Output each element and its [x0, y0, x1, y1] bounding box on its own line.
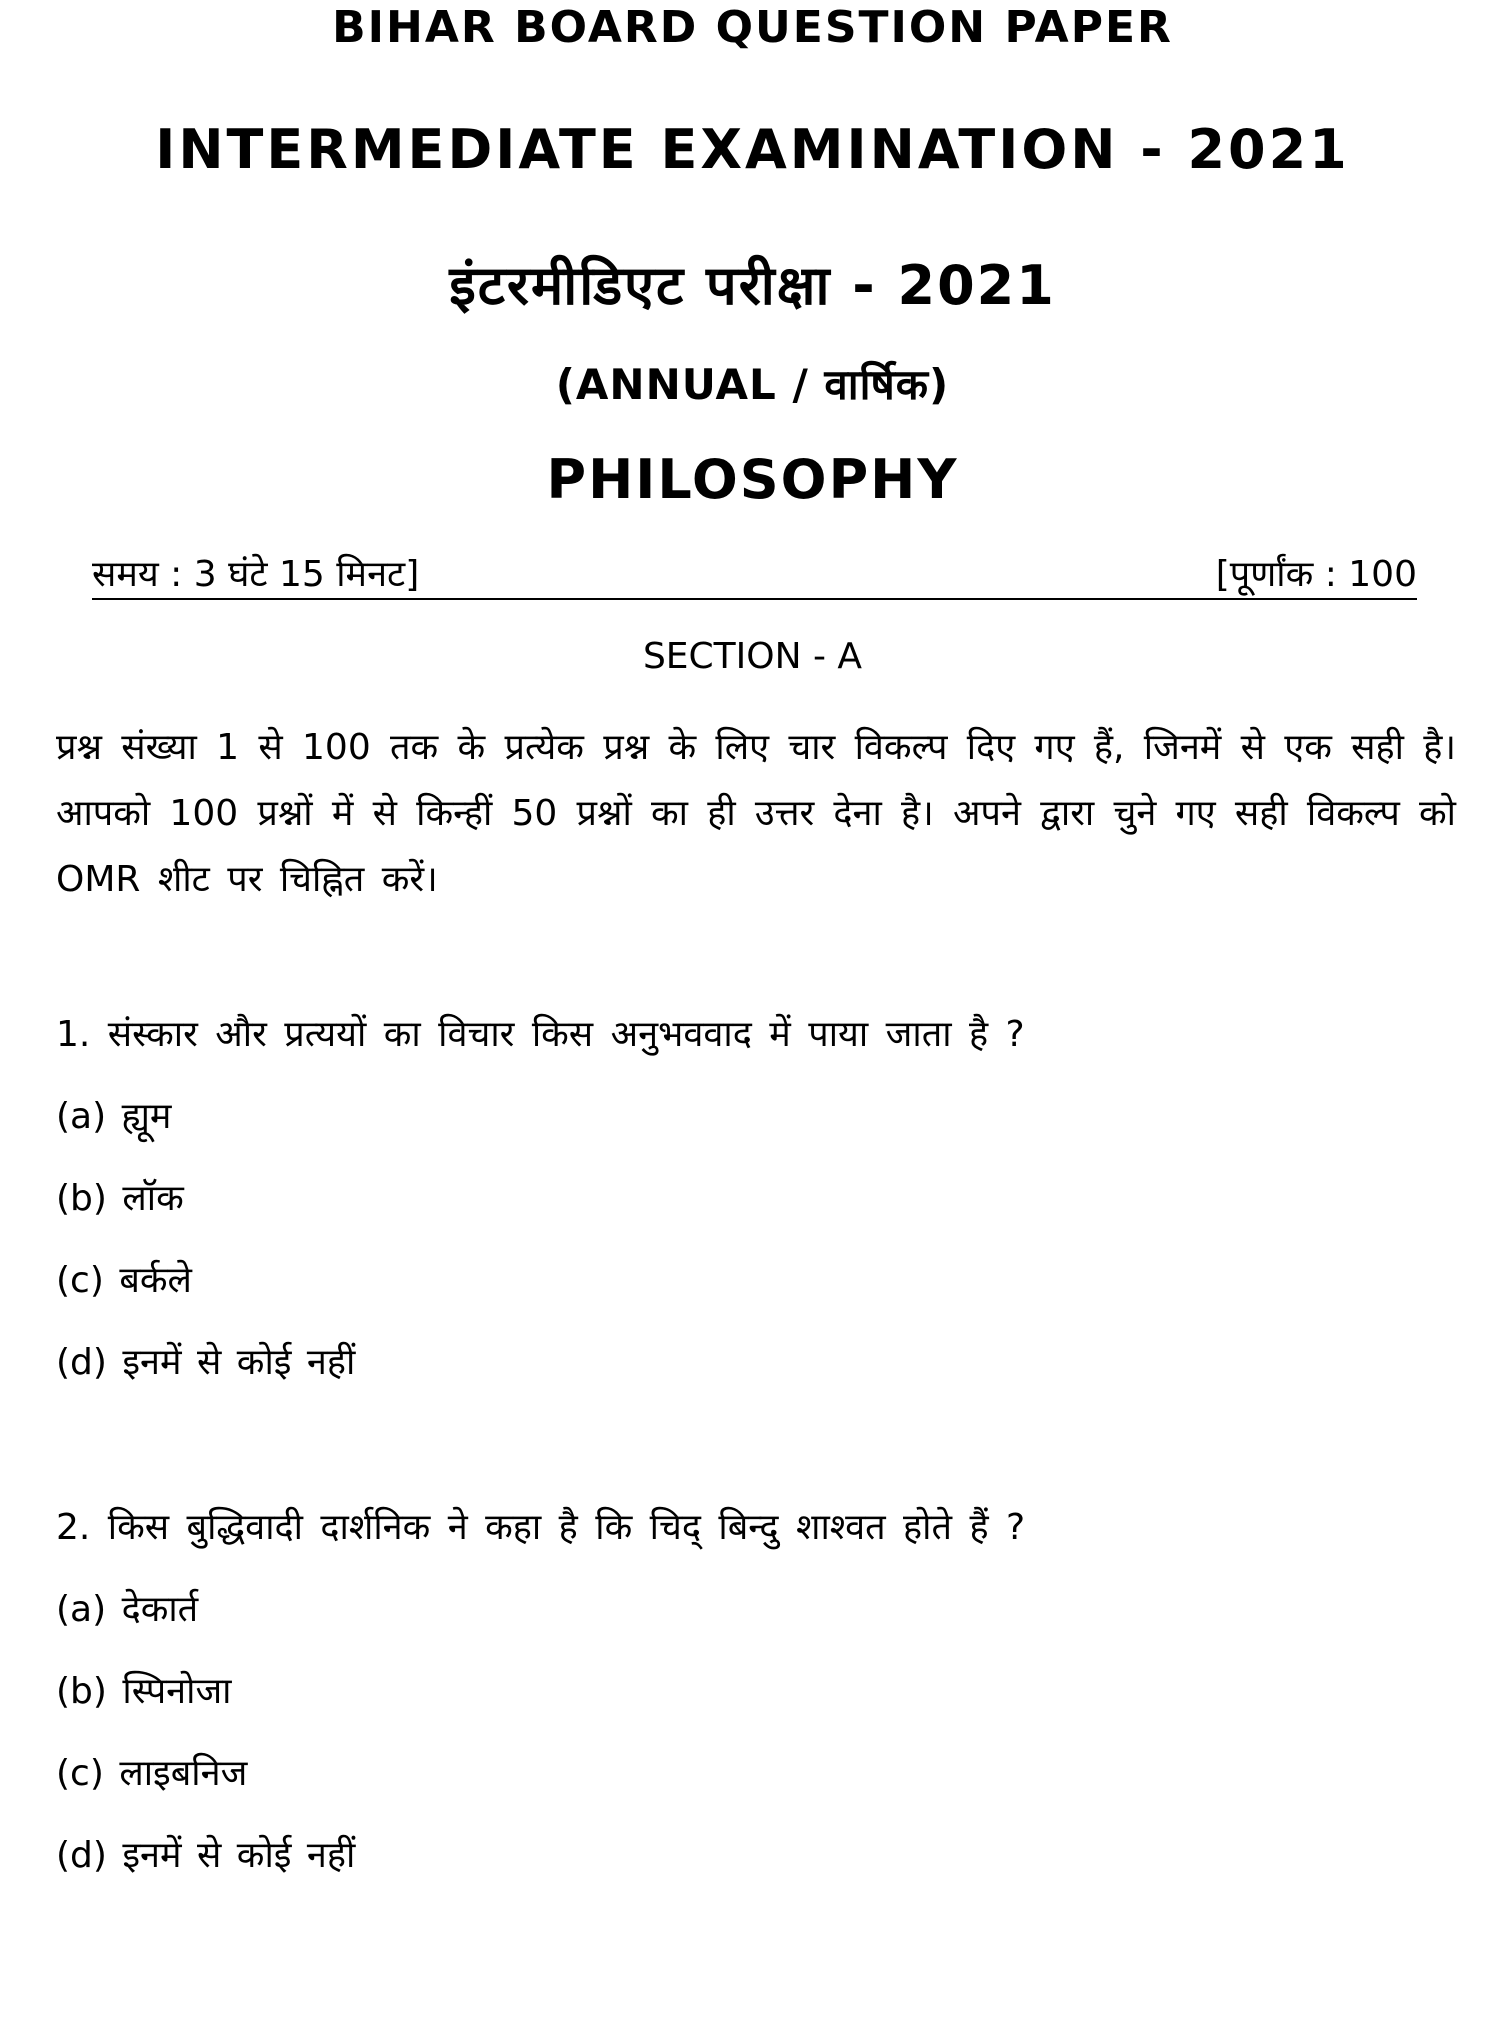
option-b: (b) लॉक — [56, 1178, 184, 1219]
section-heading: SECTION - A — [642, 636, 863, 677]
instructions: प्रश्न संख्या 1 से 100 तक के प्रत्येक प्रश्न के लिए चार विकल्प दिए गए हैं, जिनमें से एक सही है। आपको 100 प्रश्नों में से किन्हीं 50 प्रश्नों का ही उत्तर देना है। अपने द्वारा चुने गए सही विकल्प को OMR शीट पर चिह्नित करें। — [56, 727, 1456, 900]
full-marks: [पूर्णांक : 100 — [1215, 554, 1417, 595]
question-1 — [56, 1010, 1025, 1388]
board-title: BIHAR BOARD QUESTION PAPER — [332, 2, 1173, 53]
subject-title: PHILOSOPHY — [546, 448, 959, 511]
question-text: 1. संस्कार और प्रत्ययों का विचार किस अनुभववाद में पाया जाता है ? — [56, 1014, 1025, 1055]
question-text: 2. किस बुद्धिवादी दार्शनिक ने कहा है कि चिद् बिन्दु शाश्वत होते हैं ? — [56, 1507, 1026, 1548]
option-d: (d) इनमें से कोई नहीं — [56, 1342, 356, 1383]
option-a: (a) ह्यूम — [56, 1096, 172, 1137]
option-d: (d) इनमें से कोई नहीं — [56, 1835, 356, 1876]
exam-meta-row — [92, 554, 1417, 600]
time-allowed: समय : 3 घंटे 15 मिनट] — [92, 554, 420, 595]
question-2 — [56, 1503, 1025, 1881]
option-c: (c) लाइबनिज — [56, 1753, 248, 1794]
exam-type: (ANNUAL / वार्षिक) — [555, 360, 950, 409]
option-c: (c) बर्कले — [56, 1260, 192, 1301]
option-b: (b) स्पिनोजा — [56, 1671, 232, 1712]
exam-title-hindi: इंटरमीडिएट परीक्षा - 2021 — [449, 254, 1056, 317]
option-a: (a) देकार्त — [56, 1589, 199, 1630]
exam-title-english: INTERMEDIATE EXAMINATION - 2021 — [155, 118, 1350, 181]
